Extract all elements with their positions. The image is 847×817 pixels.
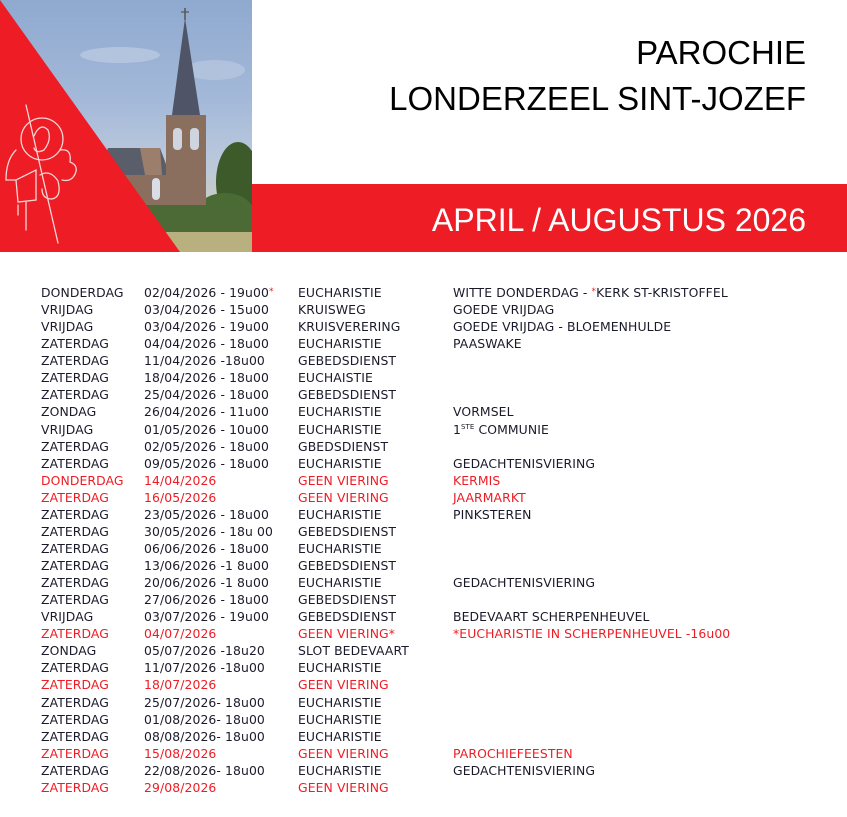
day-cell: ZATERDAG: [41, 455, 109, 471]
date-cell: [144, 711, 265, 728]
day-cell: ZATERDAG: [41, 438, 109, 454]
service-type-cell: EUCHARISTIE: [298, 421, 382, 437]
note-text: KERMIS: [453, 472, 501, 488]
date-text: 15/08/2026: [144, 745, 217, 761]
date-cell: [144, 472, 216, 489]
service-type-cell: EUCHAISTIE: [298, 370, 373, 386]
day-cell: ZATERDAG: [41, 540, 109, 556]
note-cell: [453, 455, 595, 472]
day-cell: ZATERDAG: [41, 779, 109, 795]
service-type-cell: GEBEDSDIENST: [298, 523, 397, 539]
note-text: BEDEVAART SCHERPENHEUVEL: [453, 609, 650, 625]
note-cell: [453, 421, 549, 438]
day-cell: VRIJDAG: [41, 421, 94, 437]
date-text: 02/05/2026 - 18u00: [144, 438, 269, 454]
note-cell: [453, 762, 595, 779]
date-text: 01/05/2026 - 10u00: [144, 421, 269, 437]
schedule-row: [0, 659, 847, 676]
schedule-row: [0, 557, 847, 574]
day-cell: ZATERDAG: [41, 506, 109, 522]
date-text: 04/04/2026 - 18u00: [144, 336, 269, 352]
schedule-row: [0, 779, 847, 796]
date-text: 14/04/2026: [144, 472, 217, 488]
day-cell: VRIJDAG: [41, 609, 94, 625]
note-text: GEDACHTENISVIERING: [453, 575, 596, 591]
date-text: 05/07/2026 -18u20: [144, 643, 265, 659]
date-text: 18/07/2026: [144, 677, 217, 693]
date-text: 11/04/2026 -18u00: [144, 353, 265, 369]
note-text: GEDACHTENISVIERING: [453, 455, 596, 471]
note-text: COMMUNIE: [474, 421, 549, 437]
schedule-row: [0, 523, 847, 540]
date-cell: [144, 523, 273, 540]
service-type-cell: EUCHARISTIE: [298, 455, 382, 471]
date-cell: [144, 403, 269, 420]
schedule-row: [0, 284, 847, 301]
day-cell: ZATERDAG: [41, 489, 109, 505]
date-cell: [144, 369, 269, 386]
schedule-row: [0, 540, 847, 557]
schedule-row: [0, 352, 847, 369]
date-text: 11/07/2026 -18u00: [144, 660, 265, 676]
date-cell: [144, 421, 269, 438]
date-cell: [144, 318, 269, 335]
date-cell: [144, 352, 265, 369]
day-cell: ZATERDAG: [41, 728, 109, 744]
date-cell: [144, 591, 269, 608]
schedule-row: [0, 762, 847, 779]
date-text: 23/05/2026 - 18u00: [144, 506, 269, 522]
service-type-cell: EUCHARISTIE: [298, 660, 382, 676]
schedule-row: [0, 642, 847, 659]
date-cell: [144, 455, 269, 472]
date-cell: [144, 574, 269, 591]
schedule-table: [0, 284, 847, 796]
page-title: [389, 30, 806, 122]
schedule-row: [0, 455, 847, 472]
date-text: 03/04/2026 - 19u00: [144, 319, 269, 335]
note-text: GOEDE VRIJDAG - BLOEMENHULDE: [453, 319, 672, 335]
service-type-cell: GEBEDSDIENST: [298, 387, 397, 403]
day-cell: VRIJDAG: [41, 319, 94, 335]
day-cell: DONDERDAG: [41, 285, 124, 300]
note-cell: [453, 284, 728, 301]
date-text: 26/04/2026 - 11u00: [144, 404, 269, 420]
schedule-row: [0, 318, 847, 335]
schedule-row: [0, 472, 847, 489]
note-cell: [453, 625, 730, 642]
service-type-cell: SLOT BEDEVAART: [298, 643, 409, 659]
day-cell: ZATERDAG: [41, 370, 109, 386]
service-type-cell: GEBEDSDIENST: [298, 592, 397, 608]
day-cell: ZATERDAG: [41, 336, 109, 352]
schedule-row: [0, 574, 847, 591]
note-cell: [453, 301, 554, 318]
date-cell: [144, 557, 269, 574]
service-type-cell: GEBEDSDIENST: [298, 558, 397, 573]
service-type-cell: EUCHARISTIE: [298, 694, 382, 710]
day-cell: ZATERDAG: [41, 745, 109, 761]
note-cell: [453, 318, 671, 335]
date-cell: [144, 489, 216, 506]
date-text: 06/06/2026 - 18u00: [144, 540, 269, 556]
service-type-cell: EUCHARISTIE: [298, 762, 382, 778]
day-cell: ZATERDAG: [41, 694, 109, 710]
date-cell: [144, 728, 265, 745]
service-type-cell: EUCHARISTIE: [298, 575, 382, 591]
date-cell: [144, 284, 274, 301]
schedule-row: [0, 335, 847, 352]
date-text: 03/04/2026 - 15u00: [144, 302, 269, 318]
day-cell: ZATERDAG: [41, 762, 109, 778]
church-illustration: [0, 0, 252, 252]
date-cell: [144, 438, 269, 455]
date-text: 27/06/2026 - 18u00: [144, 592, 269, 608]
date-cell: [144, 779, 216, 796]
date-text: 30/05/2026 - 18u 00: [144, 523, 273, 539]
service-type-cell: EUCHARISTIE: [298, 728, 382, 744]
service-type-cell: KRUISWEG: [298, 302, 366, 318]
schedule-row: [0, 386, 847, 403]
day-cell: ZATERDAG: [41, 711, 109, 727]
schedule-row: [0, 625, 847, 642]
schedule-row: [0, 489, 847, 506]
schedule-row: [0, 608, 847, 625]
note-text: GEDACHTENISVIERING: [453, 762, 596, 778]
schedule-row: [0, 301, 847, 318]
schedule-row: [0, 591, 847, 608]
note-cell: [453, 745, 573, 762]
date-text: 09/05/2026 - 18u00: [144, 455, 269, 471]
service-type-cell: GEEN VIERING: [298, 489, 389, 505]
date-text: 25/07/2026- 18u00: [144, 694, 265, 710]
note-text: JAARMARKT: [453, 489, 526, 505]
note-text: GOEDE VRIJDAG: [453, 302, 555, 318]
date-cell: [144, 506, 269, 523]
date-cell: [144, 762, 265, 779]
note-cell: [453, 608, 650, 625]
schedule-row: [0, 694, 847, 711]
note-text: VORMSEL: [453, 404, 514, 420]
date-text: 16/05/2026: [144, 489, 217, 505]
date-cell: [144, 335, 269, 352]
date-cell: [144, 676, 216, 693]
day-cell: ZATERDAG: [41, 558, 109, 573]
date-cell: [144, 608, 269, 625]
note-text: PAASWAKE: [453, 336, 522, 352]
service-type-cell: GEBEDSDIENST: [298, 353, 397, 369]
date-cell: [144, 301, 269, 318]
day-cell: ZATERDAG: [41, 353, 109, 369]
note-cell: [453, 574, 595, 591]
schedule-row: [0, 745, 847, 762]
date-cell: [144, 386, 269, 403]
date-text: 01/08/2026- 18u00: [144, 711, 265, 727]
service-type-cell: EUCHARISTIE: [298, 540, 382, 556]
service-type-cell: GEEN VIERING: [298, 677, 389, 693]
note-cell: [453, 403, 514, 420]
service-type-cell: GEEN VIERING: [298, 745, 389, 761]
schedule-row: [0, 506, 847, 523]
service-type-cell: GEEN VIERING: [298, 472, 389, 488]
service-type-cell: GBEDSDIENST: [298, 438, 389, 454]
note-text: PINKSTEREN: [453, 506, 532, 522]
schedule-row: [0, 676, 847, 693]
date-cell: [144, 540, 269, 557]
day-cell: DONDERDAG: [41, 472, 124, 488]
note-text: *EUCHARISTIE IN SCHERPENHEUVEL -16u00: [453, 626, 731, 642]
footnote-star-icon: *: [268, 287, 274, 297]
service-type-cell: GEEN VIERING: [298, 779, 389, 795]
schedule-row: [0, 369, 847, 386]
day-cell: ZONDAG: [41, 643, 97, 659]
note-text: KERK ST-KRISTOFFEL: [596, 285, 728, 300]
date-text: 04/07/2026: [144, 626, 217, 642]
day-cell: ZONDAG: [41, 404, 97, 420]
service-type-cell: EUCHARISTIE: [298, 336, 382, 352]
service-type-cell: GEBEDSDIENST: [298, 609, 397, 625]
date-text: 02/04/2026 - 19u00: [144, 285, 269, 300]
day-cell: ZATERDAG: [41, 592, 109, 608]
date-cell: [144, 625, 216, 642]
service-type-cell: EUCHARISTIE: [298, 506, 382, 522]
day-cell: ZATERDAG: [41, 626, 109, 642]
date-text: 03/07/2026 - 19u00: [144, 609, 269, 625]
date-cell: [144, 745, 216, 762]
note-cell: [453, 506, 532, 523]
title-line-1: PAROCHIE: [636, 34, 806, 71]
schedule-row: [0, 728, 847, 745]
day-cell: ZATERDAG: [41, 660, 109, 676]
day-cell: VRIJDAG: [41, 302, 94, 318]
schedule-row: [0, 403, 847, 420]
date-text: 20/06/2026 -1 8u00: [144, 575, 269, 591]
period-label: APRIL / AUGUSTUS 2026: [431, 202, 806, 238]
footnote-star-icon: *: [591, 287, 597, 297]
schedule-row: [0, 711, 847, 728]
date-cell: [144, 694, 265, 711]
date-text: 08/08/2026- 18u00: [144, 728, 265, 744]
ordinal-suffix: STE: [460, 422, 475, 431]
day-cell: ZATERDAG: [41, 387, 109, 403]
day-cell: ZATERDAG: [41, 523, 109, 539]
service-type-cell: GEEN VIERING*: [298, 626, 396, 642]
schedule-row: [0, 438, 847, 455]
day-cell: ZATERDAG: [41, 677, 109, 693]
date-text: 29/08/2026: [144, 779, 217, 795]
date-text: 25/04/2026 - 18u00: [144, 387, 269, 403]
schedule-row: [0, 421, 847, 438]
date-text: 13/06/2026 -1 8u00: [144, 558, 269, 573]
service-type-cell: KRUISVERERING: [298, 319, 401, 335]
date-cell: [144, 659, 265, 676]
church-photo: [0, 0, 252, 252]
note-cell: [453, 472, 500, 489]
date-text: 18/04/2026 - 18u00: [144, 370, 269, 386]
service-type-cell: EUCHARISTIE: [298, 285, 382, 300]
service-type-cell: EUCHARISTIE: [298, 404, 382, 420]
date-text: 22/08/2026- 18u00: [144, 762, 265, 778]
service-type-cell: EUCHARISTIE: [298, 711, 382, 727]
note-cell: [453, 335, 522, 352]
ordinal-number: 1: [453, 421, 461, 437]
note-prefix: WITTE DONDERDAG -: [453, 285, 592, 300]
note-cell: [453, 489, 526, 506]
title-line-2: LONDERZEEL SINT-JOZEF: [389, 80, 806, 117]
date-cell: [144, 642, 265, 659]
day-cell: ZATERDAG: [41, 575, 109, 591]
note-text: PAROCHIEFEESTEN: [453, 745, 573, 761]
